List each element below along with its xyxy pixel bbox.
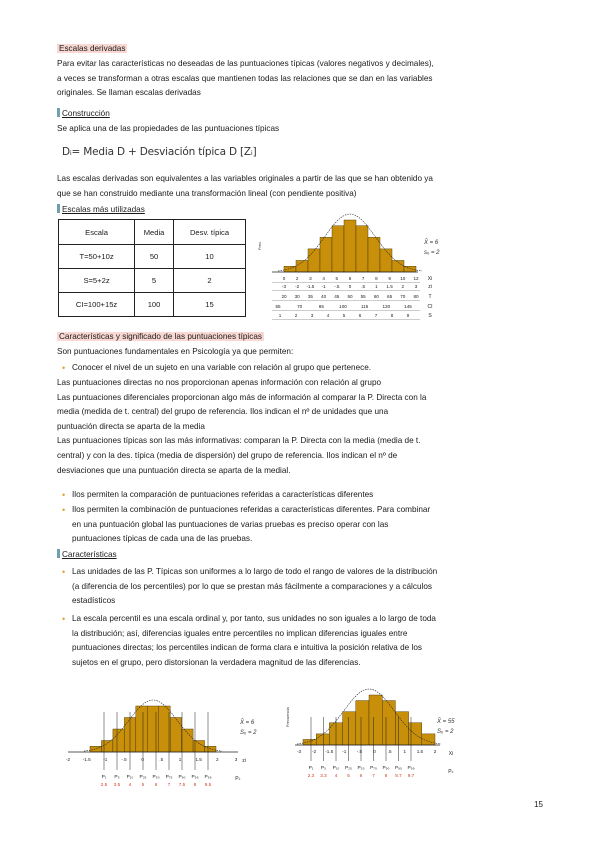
axis-tick-label: 1.5	[195, 757, 202, 762]
axis-tick-label: .5	[361, 284, 366, 289]
axis-tick-label: 100	[339, 304, 347, 309]
axis-tick-label: 3	[414, 284, 418, 289]
percentile-label: P₂₅	[139, 775, 147, 780]
equiv-line: que se han construido mediante una transformación lineal (con pendiente positiva)	[57, 188, 357, 198]
histogram-bar	[308, 249, 320, 272]
percentile-label: P₅	[320, 766, 327, 771]
percentile-value: 5	[347, 773, 350, 778]
histogram-bar	[205, 746, 216, 752]
sig-line: central) y con la des. típica (media de dispersión) del grupo de referencia. Ilos indican el nº de	[57, 450, 398, 460]
equiv-line: Las escalas derivadas son equivalentes a las variables originales a partir de las que se han obtenido ya	[57, 174, 433, 183]
table-row	[59, 293, 246, 317]
axis-tick-label: 1	[375, 284, 378, 289]
percentile-value: 4	[334, 773, 338, 778]
percentile-value: 2.5	[100, 782, 108, 787]
intro-paragraph	[57, 57, 547, 101]
percentile-value: 4	[128, 782, 132, 787]
sig-line: Las puntuaciones diferenciales proporcionan algo más de información al comparar la P. Directa con la	[57, 392, 427, 402]
sig-line: media (medida de t. central) del grupo de referencia. Ilos indican el nº de unidades que una	[57, 407, 389, 417]
sig-bullet	[62, 503, 552, 547]
percentile-label: P₁	[101, 775, 107, 780]
table-cell: 100	[135, 293, 174, 317]
axis-tick-label: 55	[275, 304, 281, 309]
section-marker	[57, 549, 60, 558]
chart1-ylabel: Frec.	[257, 240, 262, 250]
row-label: Pₖ	[235, 776, 241, 782]
axis-tick-label: .5	[159, 757, 164, 762]
axis-tick-label: 0	[373, 749, 376, 754]
axis-tick-label: 60	[373, 294, 379, 299]
page-number: 15	[534, 800, 543, 809]
axis-tick-label: -1.5	[306, 284, 315, 289]
table-cell: 50	[135, 245, 174, 269]
row-label: zi	[428, 284, 432, 290]
axis-tick-label: 10	[400, 276, 406, 281]
percentile-value: 3.5	[113, 782, 121, 787]
sig-bullet: • Conocer el nivel de un sujeto en una variable con relación al grupo que pertenece.	[62, 361, 552, 376]
row-label: CI	[427, 304, 433, 310]
table-header: Media	[135, 220, 174, 245]
table-row	[59, 245, 246, 269]
bullet-line: • Ilos permiten la combinación de puntuaciones referidas a características diferentes. Para combinar	[72, 505, 431, 514]
axis-tick-label: 2	[294, 313, 298, 318]
table-cell: 15	[174, 293, 246, 317]
axis-tick-label: 3	[234, 757, 238, 762]
chart3-legend-mean: X̄ = 55	[437, 719, 455, 725]
percentile-label: P₇₅	[165, 775, 173, 780]
chart1-legend-sd: sₓ = 2	[424, 250, 440, 256]
histogram-bar	[182, 729, 193, 752]
intro-line: Para evitar las características no deseadas de las puntuaciones típicas (valores negativos y decimales),	[57, 59, 434, 68]
axis-tick-label: 1.5	[416, 749, 424, 754]
axis-tick-label: -2	[65, 757, 71, 762]
table-cell: CI=100+15z	[59, 293, 135, 317]
percentile-value: 8	[384, 773, 388, 778]
histogram-bar	[344, 220, 356, 272]
sig-line: desviaciones que una puntuación directa se aparta de la medial.	[57, 465, 291, 475]
histogram-bar	[409, 723, 422, 745]
heading-caracteristicas	[57, 549, 117, 559]
percentile-label: P₇₅	[370, 766, 377, 771]
heading-text: Construcción	[62, 109, 110, 118]
histogram-bar	[284, 266, 296, 272]
histogram-bar	[395, 712, 408, 745]
table-row	[59, 269, 246, 293]
sig-line: puntuación directa se aparta de la media	[57, 421, 205, 431]
percentile-value: 2.3	[307, 773, 315, 778]
axis-tick-label: 8	[375, 276, 378, 281]
table-cell: T=50+10z	[59, 245, 135, 269]
bullet-line: puntuaciones directas; los percentiles indican de forma clara e intuitiva la posición relativa de los	[72, 643, 422, 653]
table-cell: S=5+2z	[59, 269, 135, 293]
formula: Dᵢ= Media D + Desviación típica D [Zᵢ]	[62, 146, 257, 158]
axis-tick-label: 4	[326, 313, 330, 318]
chart3-ylabel: Frecuencia	[285, 707, 290, 727]
percentile-label: P₉₀	[382, 766, 390, 771]
percentile-value: 8	[193, 782, 197, 787]
axis-tick-label: 7	[361, 276, 365, 281]
bullet-line: sujetos en el grupo, pero distorsionan la verdadera magnitud de las diferencias.	[72, 657, 361, 667]
axis-tick-label: 2	[433, 749, 437, 754]
axis-tick-label: 20	[281, 294, 287, 299]
axis-tick-label: 80	[413, 294, 419, 299]
percentile-value: 3.3	[320, 773, 327, 778]
percentile-value: 9.7	[407, 773, 415, 778]
bullet-line: • Las unidades de las P. Típicas son uniformes a lo largo de todo el rango de valores de la distribución	[72, 567, 438, 576]
histogram-bar	[343, 712, 356, 745]
intro-line: a veces se transforman a otras escalas que mantienen todas las relaciones que se dan en las variables	[57, 73, 433, 83]
heading-construccion	[57, 108, 110, 118]
chart2-legend-sd: Sₓ = 2	[240, 730, 257, 736]
scales-table	[58, 219, 246, 317]
percentile-chart-right	[285, 685, 465, 800]
row-label: Pₖ	[448, 769, 454, 775]
axis-tick-label: -1.5	[82, 757, 91, 762]
histogram-bar	[369, 695, 382, 745]
axis-tick-label: 4	[322, 276, 325, 281]
axis-tick-label: -3	[296, 749, 302, 754]
histogram-bar	[368, 237, 380, 272]
histogram-bar	[392, 260, 404, 272]
heading-text: Características	[62, 550, 117, 559]
percentile-label: P₅₀	[152, 775, 160, 780]
heading-caracteristicas-significado	[57, 332, 264, 341]
heading-escalas-derivadas	[57, 44, 127, 53]
axis-tick-label: -.5	[356, 749, 363, 754]
axis-tick-label: 3	[309, 276, 312, 281]
histogram-bar	[316, 734, 329, 745]
histogram-bar	[136, 706, 147, 752]
axis-tick-label: 70	[400, 294, 406, 299]
sig-line: Las puntuaciones típicas son las más informativas: comparan la P. Directa con la media (media de t.	[57, 436, 421, 446]
histogram-bar	[159, 706, 170, 752]
axis-tick-label: 40	[321, 294, 327, 299]
axis-tick-label: 35	[307, 294, 313, 299]
row-label: T	[428, 294, 432, 300]
percentile-value: 8.7	[395, 773, 402, 778]
bullet-line: estadísticos	[72, 596, 116, 606]
histogram-bar	[170, 718, 181, 753]
percentile-label: P₉₅	[394, 766, 403, 771]
heading-escalas-utilizadas	[57, 204, 145, 214]
axis-tick-label: -3	[281, 284, 287, 289]
scales-distribution-chart	[258, 210, 448, 322]
histogram-bar	[147, 706, 158, 752]
chart2-legend-mean: X̄ = 6	[240, 720, 255, 726]
bullet-line: • La escala percentil es una escala ordinal y, por tanto, sus unidades no son iguales a lo largo de toda	[72, 614, 436, 623]
histogram-bar	[380, 249, 392, 272]
table-cell: 2	[174, 269, 246, 293]
axis-tick-label: 6	[348, 276, 352, 281]
histogram-bar	[113, 729, 124, 752]
percentile-value: 7	[167, 782, 171, 787]
row-label: Xi	[448, 751, 454, 757]
heading-text: Escalas más utilizadas	[62, 205, 145, 214]
heading-text: Características y significado de las puntuaciones típicas	[59, 332, 262, 341]
axis-tick-label: 115	[361, 304, 369, 309]
axis-tick-label: 1	[278, 313, 282, 318]
car-bullet	[62, 565, 552, 609]
axis-tick-label: 2	[216, 757, 219, 762]
histogram-bar	[422, 734, 435, 745]
axis-tick-label: -2	[295, 284, 300, 289]
histogram-bar	[356, 701, 369, 745]
sig-intro: Son puntuaciones fundamentales en Psicología ya que permiten:	[57, 347, 294, 356]
axis-tick-label: 85	[318, 304, 324, 309]
sig-paragraph	[57, 376, 547, 478]
axis-tick-label: 12	[413, 276, 419, 281]
axis-tick-label: 1	[178, 757, 182, 762]
axis-tick-label: .5	[387, 749, 392, 754]
axis-tick-label: 5	[335, 276, 339, 281]
axis-tick-label: 65	[387, 294, 393, 299]
chart1-legend-mean: X̄ = 6	[424, 240, 439, 246]
axis-tick-label: -.5	[334, 284, 340, 289]
bullet-line: puntuaciones típicas de cada una de las pruebas.	[72, 534, 253, 544]
percentile-value: 6	[359, 773, 363, 778]
histogram-bar	[101, 741, 112, 753]
histogram-bar	[356, 226, 368, 272]
axis-tick-label: 1.5	[386, 284, 393, 289]
axis-tick-label: -1	[342, 749, 347, 754]
percentile-label: P₁	[308, 766, 314, 771]
axis-tick-label: 0	[282, 276, 286, 281]
percentile-chart-left	[60, 690, 265, 800]
axis-tick-label: -1.5	[325, 749, 334, 754]
axis-tick-label: 3	[310, 313, 314, 318]
percentile-value: 7.5	[178, 782, 186, 787]
row-label: zi	[242, 758, 246, 764]
axis-tick-label: -1	[321, 284, 326, 289]
axis-tick-label: 7	[374, 313, 378, 318]
percentile-value: 5	[141, 782, 145, 787]
percentile-label: P₅₀	[357, 766, 365, 771]
axis-tick-label: -2	[312, 749, 317, 754]
table-cell: 10	[174, 245, 246, 269]
axis-tick-label: 50	[347, 294, 353, 299]
axis-tick-label: 2	[401, 284, 405, 289]
axis-tick-label: 30	[294, 294, 300, 299]
section-marker	[57, 204, 60, 213]
table-header: Escala	[59, 220, 135, 245]
percentile-value: 9.5	[204, 782, 212, 787]
histogram-bar	[332, 226, 344, 272]
axis-tick-label: 1	[403, 749, 407, 754]
axis-tick-label: 70	[297, 304, 303, 309]
histogram-bar	[303, 739, 316, 745]
bullet-line: la distribución; así, diferencias iguales entre percentiles no implican diferencias iguales entre	[72, 628, 408, 638]
heading-text: Escalas derivadas	[59, 44, 126, 53]
axis-tick-label: 6	[358, 313, 362, 318]
axis-tick-label: 2	[295, 276, 299, 281]
sig-line: Las puntuaciones directas no nos proporcionan apenas información con relación al grupo	[57, 378, 382, 387]
axis-tick-label: 0	[348, 284, 352, 289]
chart3-legend-sd: Sₓ = 2	[437, 729, 454, 735]
histogram-bar	[382, 701, 395, 745]
axis-tick-label: 45	[334, 294, 340, 299]
intro-line: originales. Se llaman escalas derivadas	[57, 88, 201, 98]
axis-tick-label: 9	[388, 276, 391, 281]
table-header-row	[59, 220, 246, 245]
row-label: Xi	[427, 276, 433, 282]
row-label: S	[428, 313, 432, 319]
percentile-label: P₂₅	[345, 766, 352, 771]
percentile-label: P₉₉	[407, 766, 415, 771]
axis-tick-label: 8	[390, 313, 394, 318]
histogram-bar	[320, 237, 332, 272]
axis-tick-label: 0	[141, 757, 144, 762]
axis-tick-label: 145	[404, 304, 412, 309]
percentile-label: P₉₉	[204, 775, 212, 780]
axis-tick-label: 55	[360, 294, 366, 299]
percentile-label: P₉₀	[178, 775, 186, 780]
bullet-line: (a diferencia de los percentiles) por lo que se prestan más fácilmente a comparaciones y a cálculos	[72, 581, 432, 591]
table-cell: 5	[135, 269, 174, 293]
percentile-value: 7	[372, 773, 375, 778]
construccion-text: Se aplica una de las propiedades de las puntuaciones típicas	[57, 124, 280, 133]
equivalence-paragraph	[57, 172, 547, 201]
car-bullet	[62, 612, 552, 670]
axis-tick-label: 9	[406, 313, 410, 318]
percentile-value: 6	[154, 782, 158, 787]
percentile-label: P₉₅	[191, 775, 199, 780]
axis-tick-label: -.5	[121, 757, 127, 762]
axis-tick-label: 130	[382, 304, 391, 309]
bullet-line: en una puntuación global las puntuaciones de varias pruebas es preciso operar con las	[72, 519, 389, 529]
table-header: Desv. típica	[174, 220, 246, 245]
section-marker	[57, 108, 60, 117]
sig-bullet: • Ilos permiten la comparación de puntuaciones referidas a características diferentes	[62, 488, 552, 503]
axis-tick-label: 5	[342, 313, 346, 318]
percentile-label: P₁₀	[126, 775, 134, 780]
percentile-label: P₅	[114, 775, 120, 780]
axis-tick-label: -1	[103, 757, 108, 762]
percentile-label: P₁₀	[332, 766, 340, 771]
